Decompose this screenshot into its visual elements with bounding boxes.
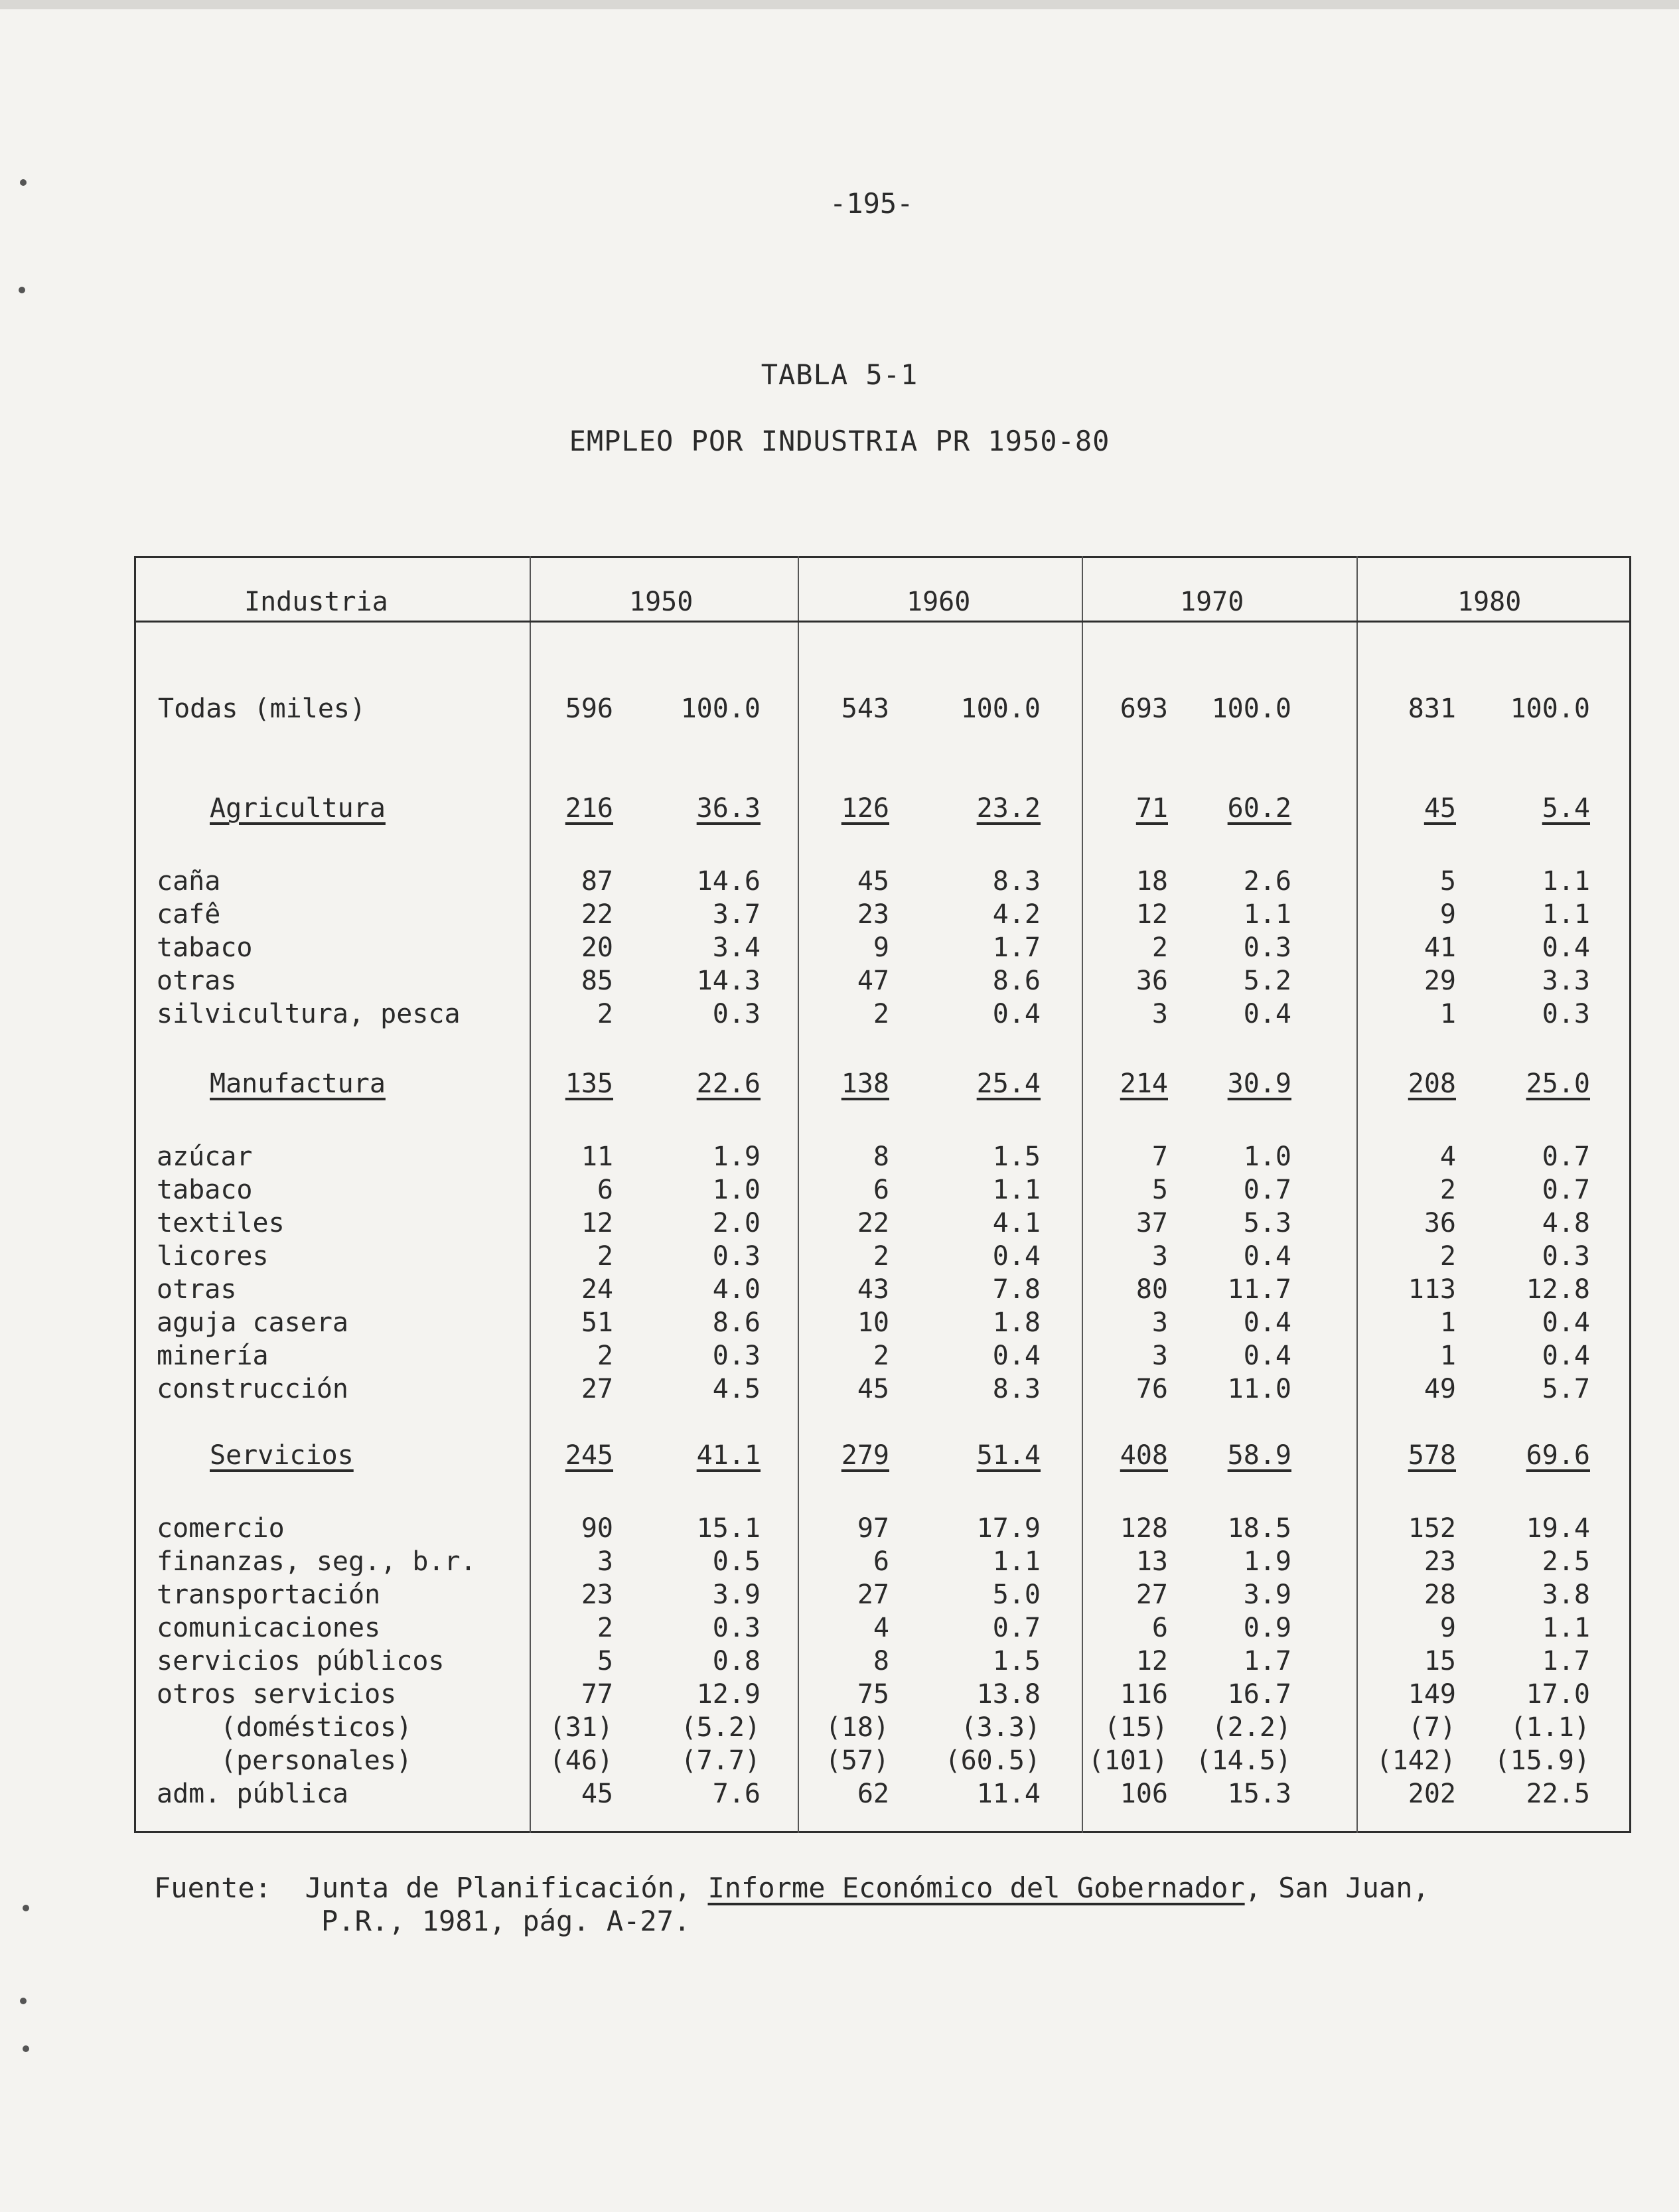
percent-cell: 100.0 <box>1211 694 1291 724</box>
row-label: Todas (miles) <box>158 694 366 724</box>
count-cell: 128 <box>1120 1513 1168 1544</box>
row-label: silvicultura, pesca <box>157 999 461 1029</box>
percent-cell: 8.3 <box>992 1374 1041 1404</box>
row-label: transportación <box>157 1580 381 1610</box>
percent-cell: 17.9 <box>976 1513 1041 1544</box>
percent-cell: 13.8 <box>976 1679 1041 1710</box>
count-cell: 47 <box>857 966 889 996</box>
count-cell: 9 <box>873 932 889 963</box>
count-cell: 1 <box>1439 999 1456 1029</box>
percent-cell: 1.9 <box>712 1142 761 1172</box>
count-cell: 2 <box>1439 1175 1456 1205</box>
count-cell: 5 <box>1439 866 1456 897</box>
percent-cell: 0.4 <box>992 1341 1041 1371</box>
count-cell: 28 <box>1424 1580 1456 1610</box>
percent-cell: 0.3 <box>712 999 761 1029</box>
count-cell: 41 <box>1424 932 1456 963</box>
percent-cell: 1.9 <box>1243 1546 1291 1577</box>
count-cell: 831 <box>1408 694 1456 724</box>
percent-cell: 0.4 <box>992 1241 1041 1272</box>
percent-cell: 0.3 <box>712 1341 761 1371</box>
count-cell: 45 <box>581 1779 613 1809</box>
count-cell: 12 <box>1135 1646 1168 1676</box>
percent-cell: 100.0 <box>680 694 761 724</box>
percent-cell: 100.0 <box>1510 694 1590 724</box>
percent-cell: 2.0 <box>712 1208 761 1238</box>
percent-cell: 15.1 <box>696 1513 761 1544</box>
row-label: cafê <box>157 899 221 930</box>
row-label: comercio <box>157 1513 285 1544</box>
count-cell: 2 <box>597 1241 613 1272</box>
percent-cell: 11.0 <box>1227 1374 1291 1404</box>
percent-cell: 0.5 <box>712 1546 761 1577</box>
row-label: finanzas, seg., b.r. <box>157 1546 476 1577</box>
count-cell: 45 <box>857 866 889 897</box>
percent-cell: 1.7 <box>1542 1646 1590 1676</box>
count-cell: 596 <box>565 694 613 724</box>
count-cell: 138 <box>841 1069 889 1099</box>
count-cell: 1 <box>1439 1307 1456 1338</box>
scan-mark <box>23 1905 29 1911</box>
percent-cell: 1.1 <box>1243 899 1291 930</box>
count-cell: 29 <box>1424 966 1456 996</box>
table-title: TABLA 5-1 <box>761 358 918 391</box>
count-cell: 76 <box>1135 1374 1168 1404</box>
source-note-line2: P.R., 1981, pág. A-27. <box>321 1905 691 1937</box>
count-cell: 116 <box>1120 1679 1168 1710</box>
percent-cell: 0.8 <box>712 1646 761 1676</box>
percent-cell: 17.0 <box>1526 1679 1590 1710</box>
row-label: minería <box>157 1341 269 1371</box>
percent-cell: 7.8 <box>992 1274 1041 1305</box>
count-cell: 11 <box>581 1142 613 1172</box>
count-cell: 7 <box>1151 1142 1168 1172</box>
percent-cell: 1.1 <box>1542 899 1590 930</box>
percent-cell: 4.2 <box>992 899 1041 930</box>
header-year-1970: 1970 <box>1180 587 1244 617</box>
count-cell: 216 <box>565 793 613 824</box>
count-cell: 6 <box>873 1546 889 1577</box>
percent-cell: 41.1 <box>696 1440 761 1471</box>
percent-cell: 0.4 <box>1542 932 1590 963</box>
count-cell: 3 <box>1151 1241 1168 1272</box>
source-note <box>154 1872 1429 1904</box>
percent-cell: 12.8 <box>1526 1274 1590 1305</box>
percent-cell: 51.4 <box>976 1440 1041 1471</box>
percent-cell: 25.4 <box>976 1069 1041 1099</box>
count-cell: 71 <box>1135 793 1168 824</box>
count-cell: (31) <box>549 1712 613 1743</box>
count-cell: 149 <box>1408 1679 1456 1710</box>
count-cell: 2 <box>597 1341 613 1371</box>
count-cell: 214 <box>1120 1069 1168 1099</box>
count-cell: (18) <box>825 1712 889 1743</box>
count-cell: 23 <box>857 899 889 930</box>
percent-cell: 0.7 <box>992 1613 1041 1643</box>
percent-cell: 0.4 <box>1542 1341 1590 1371</box>
count-cell: 408 <box>1120 1440 1168 1471</box>
percent-cell: 0.3 <box>1542 1241 1590 1272</box>
percent-cell: 7.6 <box>712 1779 761 1809</box>
count-cell: 5 <box>597 1646 613 1676</box>
count-cell: 43 <box>857 1274 889 1305</box>
scan-mark <box>19 287 25 293</box>
count-cell: 3 <box>1151 1307 1168 1338</box>
percent-cell: 60.2 <box>1227 793 1291 824</box>
count-cell: 152 <box>1408 1513 1456 1544</box>
percent-cell: 23.2 <box>976 793 1041 824</box>
percent-cell: 58.9 <box>1227 1440 1291 1471</box>
count-cell: 202 <box>1408 1779 1456 1809</box>
percent-cell: 2.6 <box>1243 866 1291 897</box>
row-label: servicios públicos <box>157 1646 445 1676</box>
percent-cell: 0.9 <box>1243 1613 1291 1643</box>
percent-cell: (7.7) <box>680 1745 761 1776</box>
count-cell: 23 <box>1424 1546 1456 1577</box>
count-cell: 87 <box>581 866 613 897</box>
source-report-title: Informe Económico del Gobernador <box>707 1872 1245 1904</box>
page-edge <box>0 0 1679 9</box>
count-cell: 208 <box>1408 1069 1456 1099</box>
count-cell: 2 <box>873 1341 889 1371</box>
percent-cell: 25.0 <box>1526 1069 1590 1099</box>
percent-cell: 5.0 <box>992 1580 1041 1610</box>
count-cell: 22 <box>581 899 613 930</box>
count-cell: 45 <box>857 1374 889 1404</box>
count-cell: 4 <box>873 1613 889 1643</box>
count-cell: 135 <box>565 1069 613 1099</box>
column-divider <box>1082 556 1083 1833</box>
count-cell: 75 <box>857 1679 889 1710</box>
count-cell: (15) <box>1104 1712 1168 1743</box>
count-cell: 90 <box>581 1513 613 1544</box>
count-cell: 80 <box>1135 1274 1168 1305</box>
row-label: tabaco <box>157 932 253 963</box>
count-cell: 113 <box>1408 1274 1456 1305</box>
row-label: caña <box>157 866 221 897</box>
count-cell: 49 <box>1424 1374 1456 1404</box>
count-cell: 97 <box>857 1513 889 1544</box>
row-label: (personales) <box>220 1745 412 1776</box>
count-cell: (142) <box>1376 1745 1456 1776</box>
count-cell: (46) <box>549 1745 613 1776</box>
percent-cell: 1.8 <box>992 1307 1041 1338</box>
count-cell: 6 <box>1151 1613 1168 1643</box>
header-year-1960: 1960 <box>907 587 971 617</box>
percent-cell: 1.0 <box>1243 1142 1291 1172</box>
count-cell: 578 <box>1408 1440 1456 1471</box>
count-cell: 12 <box>1135 899 1168 930</box>
count-cell: 2 <box>597 1613 613 1643</box>
percent-cell: 5.2 <box>1243 966 1291 996</box>
percent-cell: 1.1 <box>992 1175 1041 1205</box>
scan-mark <box>20 1998 27 2004</box>
percent-cell: (1.1) <box>1510 1712 1590 1743</box>
percent-cell: 0.3 <box>712 1241 761 1272</box>
percent-cell: 3.4 <box>712 932 761 963</box>
column-divider <box>530 556 531 1833</box>
row-label: azúcar <box>157 1142 253 1172</box>
row-label: adm. pública <box>157 1779 348 1809</box>
percent-cell: 11.4 <box>976 1779 1041 1809</box>
count-cell: 279 <box>841 1440 889 1471</box>
header-year-1950: 1950 <box>629 587 694 617</box>
count-cell: 8 <box>873 1646 889 1676</box>
count-cell: 2 <box>1151 932 1168 963</box>
percent-cell: 4.5 <box>712 1374 761 1404</box>
count-cell: (7) <box>1408 1712 1456 1743</box>
percent-cell: 2.5 <box>1542 1546 1590 1577</box>
percent-cell: 100.0 <box>960 694 1041 724</box>
count-cell: 51 <box>581 1307 613 1338</box>
count-cell: 36 <box>1424 1208 1456 1238</box>
count-cell: 13 <box>1135 1546 1168 1577</box>
percent-cell: (60.5) <box>944 1745 1041 1776</box>
percent-cell: 0.4 <box>1243 1341 1291 1371</box>
percent-cell: 4.0 <box>712 1274 761 1305</box>
percent-cell: 1.0 <box>712 1175 761 1205</box>
percent-cell: 0.4 <box>1243 999 1291 1029</box>
count-cell: 6 <box>873 1175 889 1205</box>
row-label: comunicaciones <box>157 1613 381 1643</box>
percent-cell: 12.9 <box>696 1679 761 1710</box>
count-cell: 6 <box>597 1175 613 1205</box>
count-cell: 3 <box>597 1546 613 1577</box>
section-label: Servicios <box>210 1440 354 1471</box>
percent-cell: 8.6 <box>992 966 1041 996</box>
count-cell: 27 <box>1135 1580 1168 1610</box>
percent-cell: 1.1 <box>1542 1613 1590 1643</box>
count-cell: 27 <box>581 1374 613 1404</box>
scan-mark <box>23 2045 29 2052</box>
count-cell: 2 <box>873 1241 889 1272</box>
row-label: (domésticos) <box>220 1712 412 1743</box>
count-cell: 2 <box>873 999 889 1029</box>
scan-mark <box>20 179 27 186</box>
percent-cell: 1.5 <box>992 1646 1041 1676</box>
percent-cell: 69.6 <box>1526 1440 1590 1471</box>
page-number: -195- <box>830 187 914 220</box>
count-cell: 62 <box>857 1779 889 1809</box>
count-cell: 3 <box>1151 999 1168 1029</box>
section-label: Agricultura <box>210 793 386 824</box>
row-label: otras <box>157 966 237 996</box>
percent-cell: 1.7 <box>992 932 1041 963</box>
table-subtitle: EMPLEO POR INDUSTRIA PR 1950-80 <box>569 425 1110 457</box>
count-cell: 5 <box>1151 1175 1168 1205</box>
row-label: licores <box>157 1241 269 1272</box>
count-cell: 2 <box>1439 1241 1456 1272</box>
header-year-1980: 1980 <box>1457 587 1522 617</box>
percent-cell: (15.9) <box>1494 1745 1590 1776</box>
percent-cell: 0.3 <box>1243 932 1291 963</box>
count-cell: 693 <box>1120 694 1168 724</box>
count-cell: 77 <box>581 1679 613 1710</box>
percent-cell: 3.3 <box>1542 966 1590 996</box>
count-cell: 4 <box>1439 1142 1456 1172</box>
count-cell: (101) <box>1088 1745 1168 1776</box>
percent-cell: 0.4 <box>1243 1307 1291 1338</box>
percent-cell: 1.7 <box>1243 1646 1291 1676</box>
percent-cell: 0.7 <box>1243 1175 1291 1205</box>
count-cell: 85 <box>581 966 613 996</box>
percent-cell: 11.7 <box>1227 1274 1291 1305</box>
percent-cell: 30.9 <box>1227 1069 1291 1099</box>
count-cell: 22 <box>857 1208 889 1238</box>
percent-cell: 0.7 <box>1542 1175 1590 1205</box>
percent-cell: (14.5) <box>1195 1745 1291 1776</box>
count-cell: 8 <box>873 1142 889 1172</box>
count-cell: 543 <box>841 694 889 724</box>
percent-cell: 3.7 <box>712 899 761 930</box>
source-agency: Junta de Planificación, <box>305 1872 692 1904</box>
percent-cell: 3.9 <box>712 1580 761 1610</box>
count-cell: 27 <box>857 1580 889 1610</box>
row-label: textiles <box>157 1208 285 1238</box>
percent-cell: 14.3 <box>696 966 761 996</box>
count-cell: 23 <box>581 1580 613 1610</box>
row-label: otros servicios <box>157 1679 397 1710</box>
percent-cell: 4.1 <box>992 1208 1041 1238</box>
percent-cell: 4.8 <box>1542 1208 1590 1238</box>
count-cell: 2 <box>597 999 613 1029</box>
percent-cell: 0.3 <box>712 1613 761 1643</box>
percent-cell: 5.7 <box>1542 1374 1590 1404</box>
count-cell: 126 <box>841 793 889 824</box>
count-cell: 45 <box>1424 793 1456 824</box>
count-cell: 24 <box>581 1274 613 1305</box>
header-industria: Industria <box>244 587 388 617</box>
source-location: , San Juan, <box>1244 1872 1429 1904</box>
percent-cell: 8.3 <box>992 866 1041 897</box>
count-cell: 106 <box>1120 1779 1168 1809</box>
count-cell: 1 <box>1439 1341 1456 1371</box>
percent-cell: 0.4 <box>992 999 1041 1029</box>
percent-cell: (5.2) <box>680 1712 761 1743</box>
header-divider <box>134 621 1631 623</box>
percent-cell: 15.3 <box>1227 1779 1291 1809</box>
count-cell: 9 <box>1439 899 1456 930</box>
row-label: aguja casera <box>157 1307 348 1338</box>
column-divider <box>798 556 799 1833</box>
percent-cell: 0.4 <box>1243 1241 1291 1272</box>
percent-cell: 1.1 <box>992 1546 1041 1577</box>
percent-cell: 5.3 <box>1243 1208 1291 1238</box>
count-cell: (57) <box>825 1745 889 1776</box>
percent-cell: 0.4 <box>1542 1307 1590 1338</box>
percent-cell: 5.4 <box>1542 793 1590 824</box>
percent-cell: 0.7 <box>1542 1142 1590 1172</box>
count-cell: 37 <box>1135 1208 1168 1238</box>
count-cell: 36 <box>1135 966 1168 996</box>
percent-cell: (3.3) <box>960 1712 1041 1743</box>
percent-cell: 0.3 <box>1542 999 1590 1029</box>
section-label: Manufactura <box>210 1069 386 1099</box>
row-label: construcción <box>157 1374 348 1404</box>
percent-cell: 16.7 <box>1227 1679 1291 1710</box>
column-divider <box>1356 556 1358 1833</box>
percent-cell: 14.6 <box>696 866 761 897</box>
percent-cell: 1.1 <box>1542 866 1590 897</box>
percent-cell: 19.4 <box>1526 1513 1590 1544</box>
count-cell: 245 <box>565 1440 613 1471</box>
source-label: Fuente: <box>154 1872 272 1904</box>
percent-cell: 22.6 <box>696 1069 761 1099</box>
percent-cell: 18.5 <box>1227 1513 1291 1544</box>
count-cell: 18 <box>1135 866 1168 897</box>
percent-cell: 3.9 <box>1243 1580 1291 1610</box>
percent-cell: 22.5 <box>1526 1779 1590 1809</box>
percent-cell: (2.2) <box>1211 1712 1291 1743</box>
count-cell: 20 <box>581 932 613 963</box>
percent-cell: 1.5 <box>992 1142 1041 1172</box>
row-label: tabaco <box>157 1175 253 1205</box>
percent-cell: 36.3 <box>696 793 761 824</box>
percent-cell: 3.8 <box>1542 1580 1590 1610</box>
count-cell: 15 <box>1424 1646 1456 1676</box>
row-label: otras <box>157 1274 237 1305</box>
count-cell: 9 <box>1439 1613 1456 1643</box>
count-cell: 12 <box>581 1208 613 1238</box>
count-cell: 3 <box>1151 1341 1168 1371</box>
percent-cell: 8.6 <box>712 1307 761 1338</box>
count-cell: 10 <box>857 1307 889 1338</box>
